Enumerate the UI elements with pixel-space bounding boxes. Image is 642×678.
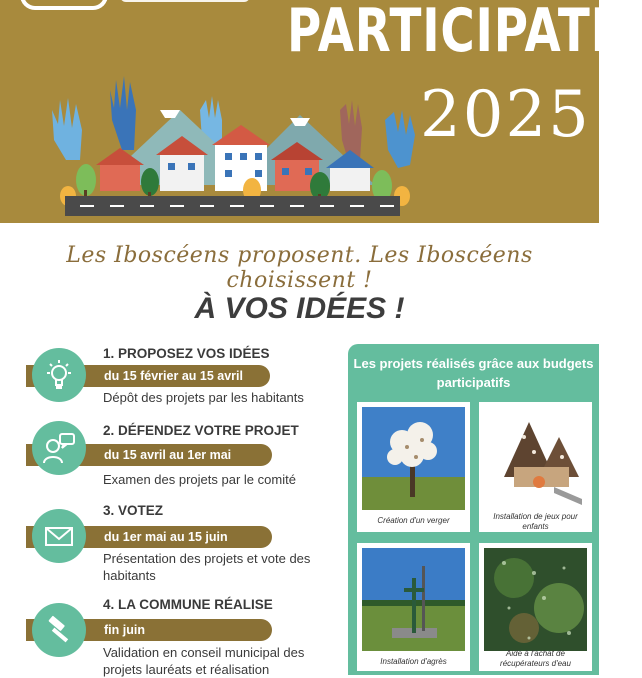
step-description: Examen des projets par le comité bbox=[103, 472, 296, 487]
envelope-icon bbox=[32, 509, 86, 563]
card-caption: Installation de jeux pour enfants bbox=[493, 512, 578, 531]
banner-year: 2025 bbox=[420, 78, 591, 152]
village-illustration bbox=[30, 0, 450, 223]
step-description: Validation en conseil municipal des projets lauréats et réalisation bbox=[103, 645, 305, 677]
step-title: 2. DÉFENDEZ VOTRE PROJET bbox=[103, 423, 299, 438]
project-card-fitness bbox=[357, 543, 470, 671]
card-caption: Aide à l'achat de récupérateurs d'eau bbox=[500, 649, 571, 668]
headline: À VOS IDÉES ! bbox=[194, 292, 405, 325]
tagline: Les Iboscéens proposent. Les Iboscéens choisissent ! bbox=[66, 243, 533, 293]
panel-title: Les projets réalisés grâce aux budgets participatifs bbox=[353, 356, 594, 390]
fitness-equipment-photo bbox=[362, 548, 465, 651]
card-caption: Création d'un verger bbox=[377, 516, 450, 525]
step-dates: fin juin bbox=[104, 623, 145, 637]
step-dates: du 1er mai au 15 juin bbox=[104, 530, 228, 544]
project-card-rainwater bbox=[479, 543, 592, 671]
step-dates: du 15 février au 15 avril bbox=[104, 369, 243, 383]
step-description: Présentation des projets et vote des habitants bbox=[103, 551, 311, 583]
orchard-photo bbox=[362, 407, 465, 510]
projects-panel bbox=[348, 344, 599, 675]
project-card-playground bbox=[479, 402, 592, 532]
step-dates: du 15 avril au 1er mai bbox=[104, 448, 232, 462]
header-banner bbox=[0, 0, 642, 223]
step-description: Dépôt des projets par les habitants bbox=[103, 390, 304, 405]
playground-photo bbox=[484, 407, 587, 510]
banner-title: PARTICIPATIF bbox=[287, 0, 642, 66]
step-title: 3. VOTEZ bbox=[103, 503, 164, 518]
step-title: 1. PROPOSEZ VOS IDÉES bbox=[103, 346, 270, 361]
card-caption: Installation d'agrès bbox=[380, 657, 447, 666]
speech-bubble-person-icon bbox=[32, 421, 86, 475]
rain-drops-photo bbox=[484, 548, 587, 651]
step-title: 4. LA COMMUNE RÉALISE bbox=[103, 597, 273, 612]
hammer-icon bbox=[32, 603, 86, 657]
lightbulb-icon bbox=[32, 348, 86, 402]
project-card-orchard bbox=[357, 402, 470, 532]
